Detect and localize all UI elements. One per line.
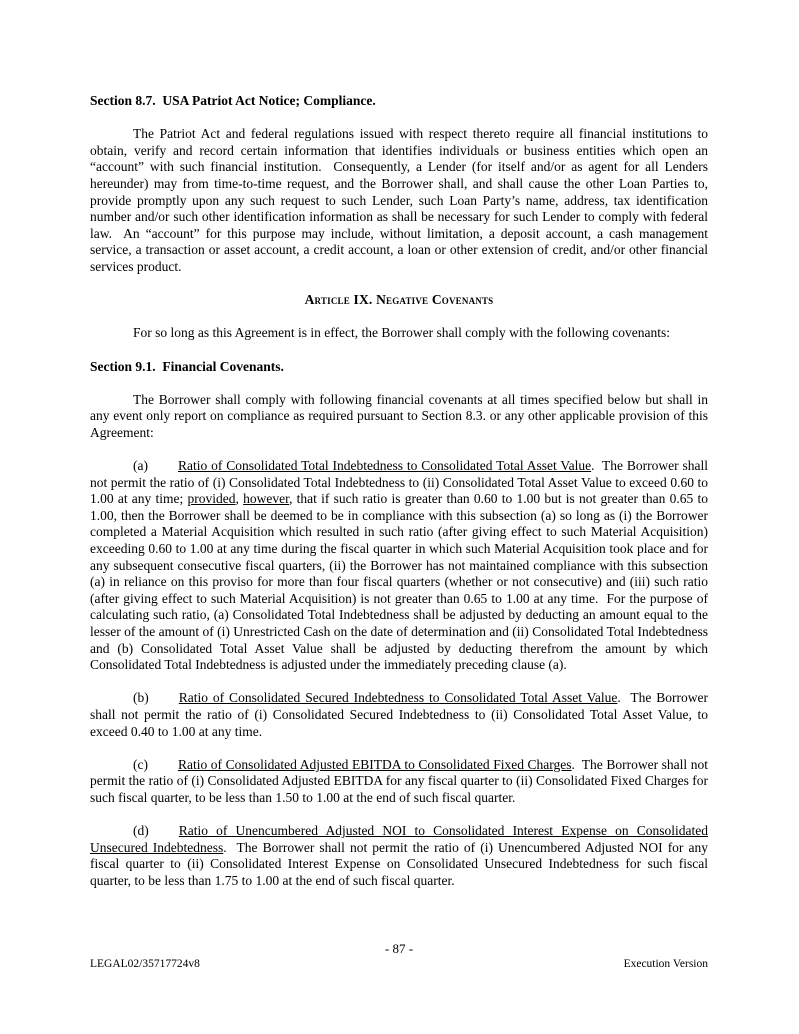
covenant-a-label: (a) <box>133 458 148 474</box>
covenant-b-text: . The Borrower shall not permit the ratio of (i) Consolidated Secured Indebtedness to (ii) Consolidated Total Asset Value, to exceed 0.40 to 1.00 at any time. <box>90 690 708 739</box>
covenant-c-text: . The Borrower shall not permit the ratio of (i) Consolidated Adjusted EBITDA for any fiscal quarter to (ii) Consolidated Fixed Charges for such fiscal quarter, to be less than 1.50 to 1.00 at the end of such fiscal quarter. <box>90 756 708 805</box>
covenant-c-title: Ratio of Consolidated Adjusted EBITDA to Consolidated Fixed Charges <box>177 756 572 772</box>
covenant-d-paragraph <box>90 823 708 889</box>
page-number: - 87 - <box>384 941 414 956</box>
footer-version-label: Execution Version <box>623 958 708 970</box>
article-ix-heading: Article IX. Negative Covenants <box>304 292 494 308</box>
covenant-d-label: (d) <box>133 823 149 839</box>
footer-doc-id: LEGAL02/35717724v8 <box>90 958 200 970</box>
covenant-a-title: Ratio of Consolidated Total Indebtedness to Consolidated Total Asset Value <box>177 458 592 474</box>
covenant-a-text-2: , <box>235 491 244 507</box>
article-ix-intro-paragraph: For so long as this Agreement is in effect, the Borrower shall comply with the following covenants: <box>133 325 671 341</box>
page-footer <box>90 941 708 971</box>
covenant-c-paragraph <box>90 757 708 807</box>
covenant-d-text: . The Borrower shall not permit the ratio of (i) Unencumbered Adjusted NOI for any fiscal quarter to (ii) Consolidated Interest Expense on Consolidated Unsecured Indebtedness for such fiscal quarter, to be less than 1.75 to 1.00 at the end of such fiscal quarter. <box>90 839 708 888</box>
covenant-a-however: however <box>243 491 290 507</box>
covenant-a-text-1: . The Borrower shall not permit the ratio of (i) Consolidated Total Indebtedness to (ii) Consolidated Total Asset Value to exceed 0.60 to 1.00 at any time; <box>90 458 708 507</box>
section-9-1-heading: Section 9.1. Financial Covenants. <box>90 358 284 374</box>
footer-row <box>90 957 708 971</box>
covenant-b-paragraph <box>90 690 708 740</box>
section-8-7-heading: Section 8.7. USA Patriot Act Notice; Compliance. <box>90 93 376 108</box>
covenant-d-title: Ratio of Unencumbered Adjusted NOI to Consolidated Interest Expense on Consolidated Unsecured Indebtedness <box>90 823 708 855</box>
covenant-c-label: (c) <box>133 756 148 772</box>
document-content <box>90 93 708 906</box>
covenant-b-label: (b) <box>133 690 149 706</box>
covenant-a-text-3: , that if such ratio is greater than 0.60 to 1.00 but is not greater than 0.65 to 1.00, then the Borrower shall be deemed to be in compliance with this subsection (a) so long as (i) the Borrower completed a Material Acquisition which resulted in such ratio (after giving effect to such Material Acquisition) exceeding 0.60 to 1.00 at any time during the fiscal quarter in which such Material Acquisition took place and for any subsequent consecutive fiscal quarters, (ii) the Borrower has not maintained compliance with this subsection (a) in reliance on this proviso for more than four fiscal quarters (whether or not consecutive) and (iii) such ratio (after giving effect to such Material Acquisition) is not greater than 0.65 to 1.00 at any time. For the purpose of calculating such ratio, (a) Consolidated Total Indebtedness shall be adjusted by deducting an amount equal to the lesser of the amount of (i) Unrestricted Cash on the date of determination and (ii) Consolidated Total Indebtedness and (b) Consolidated Total Asset Value shall be adjusted by deducting therefrom the amount by which Consolidated Total Indebtedness is adjusted under the immediately preceding clause (a). <box>90 491 708 673</box>
section-9-1-paragraph: The Borrower shall comply with following financial covenants at all times specified below but shall in any event only report on compliance as required pursuant to Section 8.3. or any other applicable provision of this Agreement: <box>90 391 708 440</box>
covenant-a-provided: provided <box>187 491 236 507</box>
covenant-a-paragraph <box>90 458 708 674</box>
section-8-7-paragraph: The Patriot Act and federal regulations issued with respect thereto require all financial institutions to obtain, verify and record certain information that identifies individuals or business entities which open an “account” with such financial institution. Consequently, a Lender (for itself and/or as agent for all Lenders hereunder) may from time-to-time request, and the Borrower shall, and shall cause the other Loan Parties to, provide promptly upon any such request to such Lender, such Loan Party’s name, address, tax identification number and/or such other identification information as shall be necessary for such Lender to comply with federal law. An “account” for this purpose may include, without limitation, a deposit account, a cash management service, a transaction or asset account, a credit account, a loan or other extension of credit, and/or other financial services product. <box>90 126 708 274</box>
covenant-b-title: Ratio of Consolidated Secured Indebtedness to Consolidated Total Asset Value <box>178 690 618 706</box>
